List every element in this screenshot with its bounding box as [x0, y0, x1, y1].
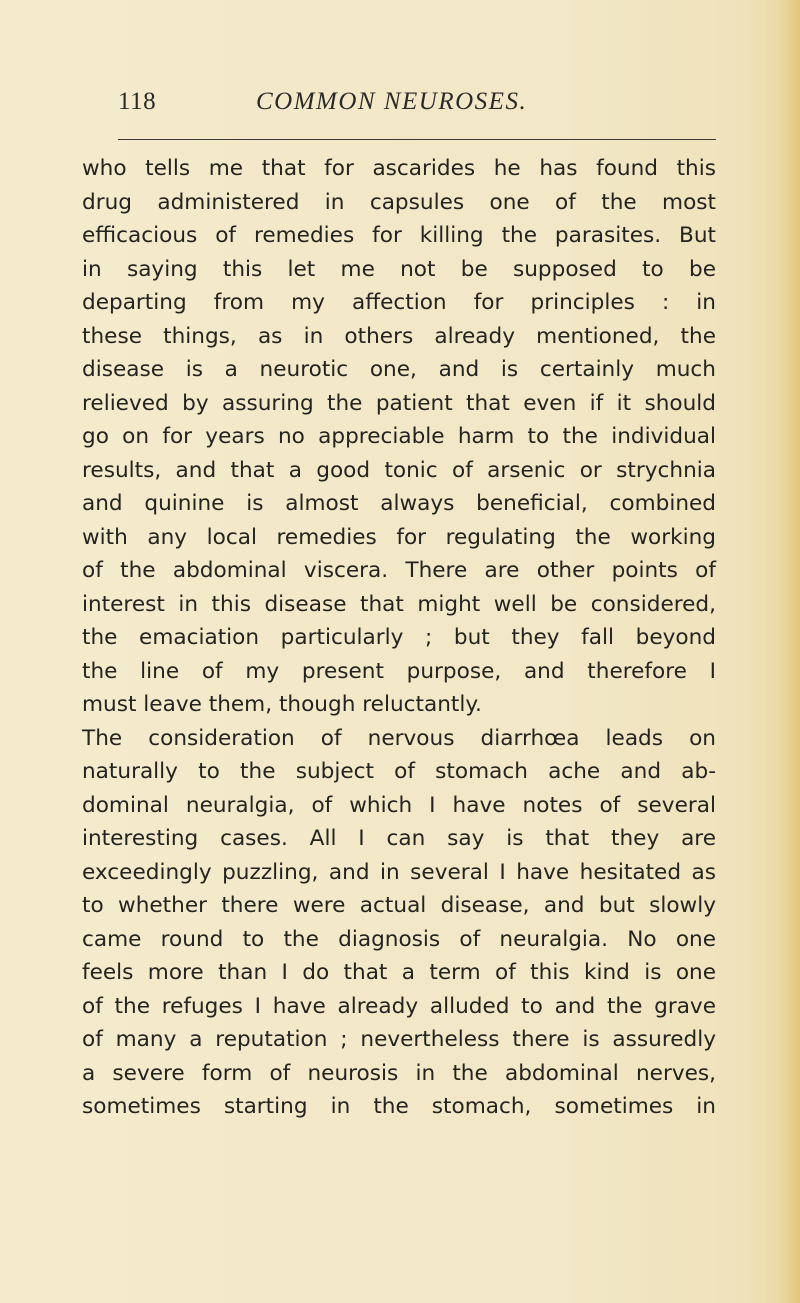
text-line: to whether there were actual disease, and but slowly — [82, 893, 716, 918]
page-edge-shadow — [778, 0, 800, 1303]
text-line: The consideration of nervous diarrhœa leads on — [82, 725, 716, 751]
text-line: of many a reputation ; nevertheless there is assuredly — [82, 1027, 716, 1052]
text-line: interesting cases. All I can say is that they are — [82, 826, 716, 851]
text-line: drug administered in capsules one of the most — [82, 189, 716, 215]
text-line: of the abdominal viscera. There are other points of — [82, 558, 716, 583]
text-line: the emaciation particularly ; but they fall beyond — [82, 625, 716, 650]
text-line: and quinine is almost always beneficial, combined — [82, 491, 716, 516]
text-line: came round to the diagnosis of neuralgia. No one — [82, 926, 716, 952]
text-line: interest in this disease that might well be considered, — [82, 591, 716, 617]
text-line: efficacious of remedies for killing the parasites. But — [82, 223, 716, 248]
text-line: go on for years no appreciable harm to the individual — [82, 424, 716, 449]
header-rule — [118, 139, 716, 140]
text-line: relieved by assuring the patient that even if it should — [82, 390, 716, 416]
text-line: who tells me that for ascarides he has found this — [82, 156, 716, 181]
text-line: dominal neuralgia, of which I have notes of several — [82, 792, 716, 818]
text-line: the line of my present purpose, and therefore I — [82, 658, 716, 684]
page-header — [118, 88, 718, 128]
text-line: departing from my affection for principles : in — [82, 290, 716, 315]
text-line: exceedingly puzzling, and in several I have hesitated as — [82, 859, 716, 885]
text-line: disease is a neurotic one, and is certainly much — [82, 357, 716, 382]
text-line: in saying this let me not be supposed to be — [82, 256, 716, 282]
text-line: results, and that a good tonic of arsenic or strychnia — [82, 457, 716, 483]
text-line: these things, as in others already mentioned, the — [82, 323, 716, 349]
text-line: of the refuges I have already alluded to and the grave — [82, 993, 716, 1019]
text-line: with any local remedies for regulating the working — [82, 524, 716, 550]
page-number: 118 — [118, 88, 157, 115]
text-line: must leave them, though reluctantly. — [82, 692, 482, 717]
body-text — [82, 152, 716, 1124]
text-line: naturally to the subject of stomach ache and ab- — [82, 759, 716, 784]
running-head: COMMON NEUROSES. — [256, 88, 528, 115]
text-line: sometimes starting in the stomach, sometimes in — [82, 1094, 716, 1119]
text-line: feels more than I do that a term of this kind is one — [82, 960, 716, 985]
text-line: a severe form of neurosis in the abdominal nerves, — [82, 1060, 716, 1086]
